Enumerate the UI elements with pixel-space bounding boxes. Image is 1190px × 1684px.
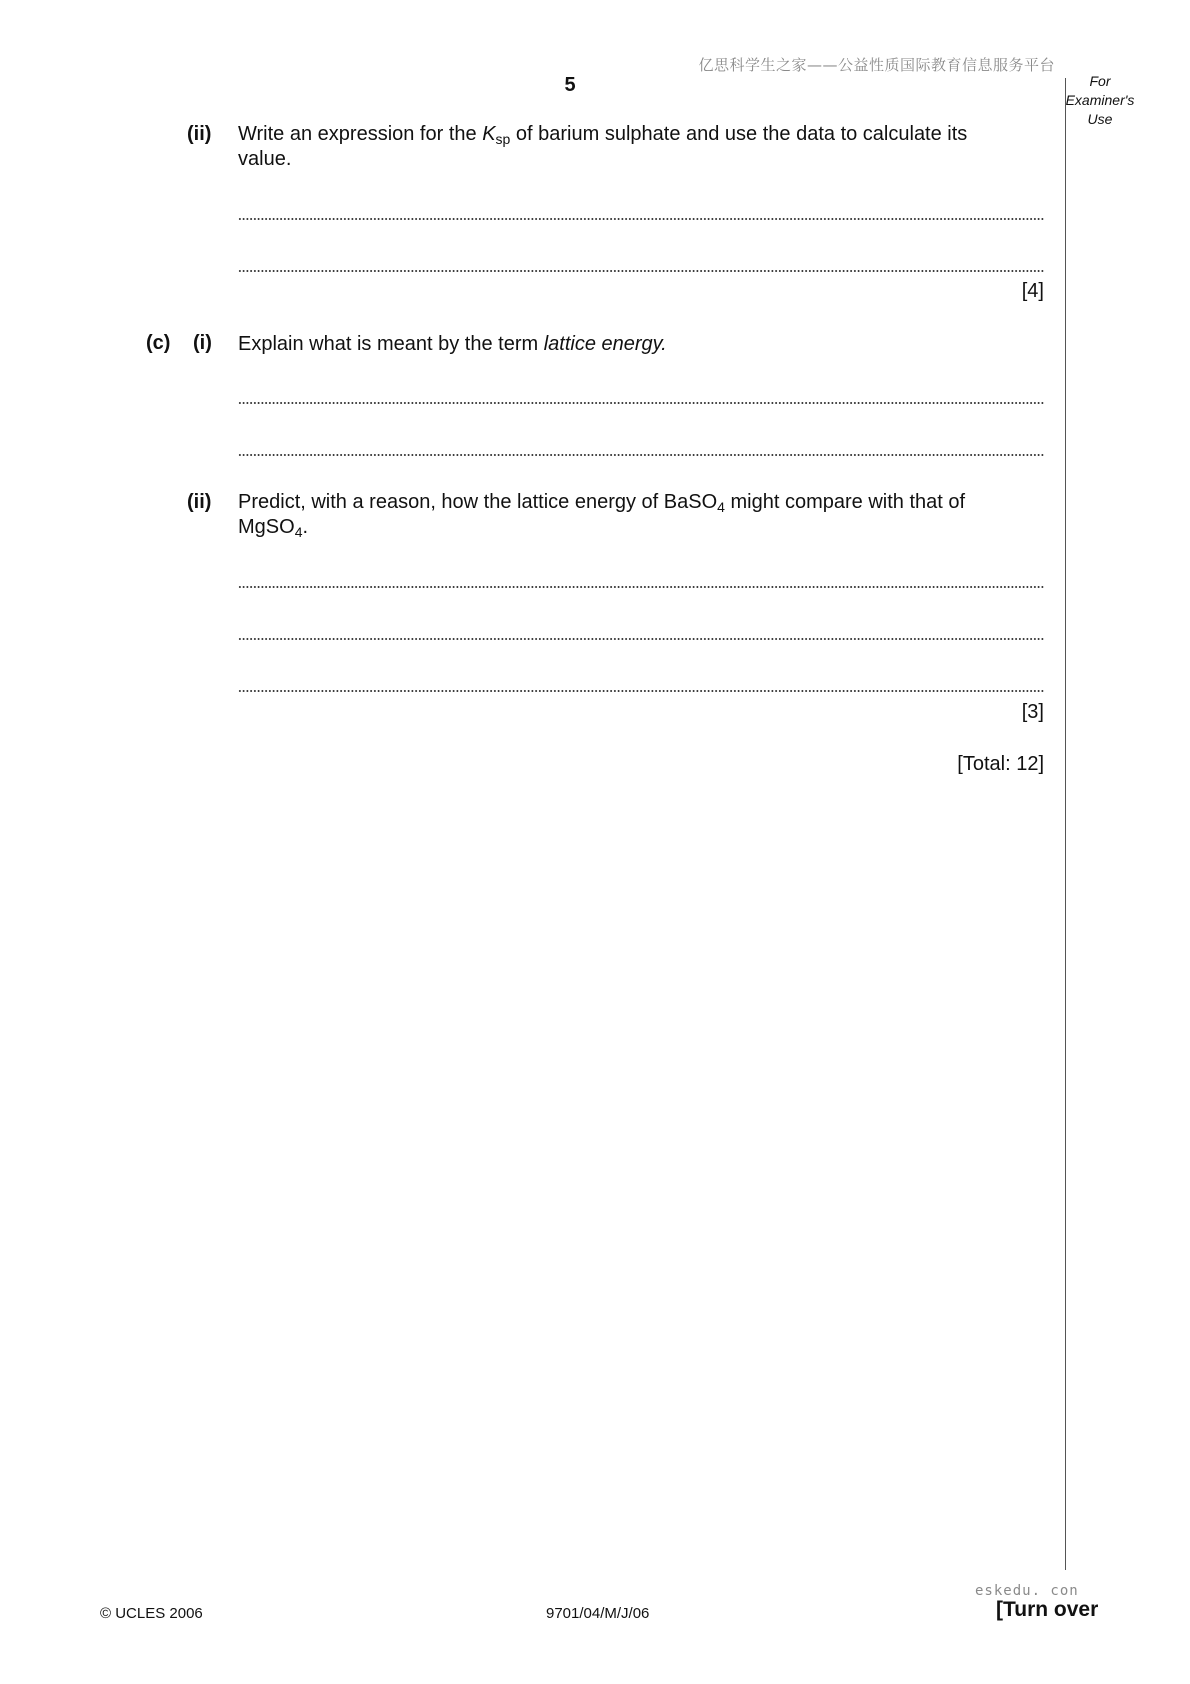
q-c-i-term: lattice energy. bbox=[543, 333, 667, 355]
k-symbol: K bbox=[482, 123, 496, 145]
question-b-ii-line-2: value. bbox=[238, 148, 292, 170]
question-b-ii-line-1 bbox=[238, 122, 1048, 147]
turn-over-label: [Turn over bbox=[996, 1598, 1099, 1621]
q-c-i-text-a: Explain what is meant by the term bbox=[238, 333, 544, 355]
question-c-label: (c) bbox=[146, 332, 171, 354]
q-c-ii-text-a: Predict, with a reason, how the lattice energy of BaSO bbox=[238, 491, 718, 513]
answer-line[interactable] bbox=[238, 637, 1044, 641]
q-b-ii-text-b: of barium sulphate and use the data to calculate its bbox=[510, 123, 968, 145]
header-watermark: 亿思科学生之家——公益性质国际教育信息服务平台 bbox=[698, 56, 1055, 74]
answer-line[interactable] bbox=[238, 401, 1044, 405]
q-c-ii-text-b: might compare with that of bbox=[724, 491, 966, 513]
q-c-ii-text-c: MgSO bbox=[238, 516, 295, 538]
footer-watermark: eskedu. con bbox=[975, 1583, 1079, 1599]
q-c-ii-text-d: . bbox=[302, 516, 309, 538]
answer-line[interactable] bbox=[238, 689, 1044, 693]
answer-line[interactable] bbox=[238, 585, 1044, 589]
question-c-ii-label: (ii) bbox=[187, 491, 212, 513]
question-b-ii-label: (ii) bbox=[187, 123, 212, 145]
k-subscript: sp bbox=[495, 131, 511, 147]
footer-copyright: © UCLES 2006 bbox=[100, 1605, 203, 1622]
marks-b-ii: [4] bbox=[1021, 280, 1044, 302]
answer-line[interactable] bbox=[238, 269, 1044, 273]
answer-line[interactable] bbox=[238, 217, 1044, 221]
page-number: 5 bbox=[564, 74, 576, 96]
examiner-line-3: Use bbox=[1087, 111, 1113, 127]
question-c-i-label: (i) bbox=[193, 332, 212, 354]
question-b-ii-text bbox=[238, 122, 1048, 172]
q-c-ii-sub-2: 4 bbox=[294, 524, 303, 540]
q-b-ii-text-a: Write an expression for the bbox=[238, 123, 483, 145]
examiner-margin-rule bbox=[1065, 78, 1066, 1570]
examiner-line-2: Examiner's bbox=[1065, 92, 1135, 108]
footer-paper-code: 9701/04/M/J/06 bbox=[546, 1605, 650, 1622]
examiner-use-label bbox=[1060, 72, 1140, 129]
answer-line[interactable] bbox=[238, 453, 1044, 457]
marks-c-ii: [3] bbox=[1021, 701, 1044, 723]
total-marks: [Total: 12] bbox=[957, 753, 1044, 775]
examiner-line-1: For bbox=[1089, 73, 1111, 89]
question-c-ii-text bbox=[238, 490, 1048, 540]
question-c-ii-line-1 bbox=[238, 490, 1048, 515]
question-c-ii-line-2 bbox=[238, 515, 1048, 540]
question-c-i-text bbox=[238, 332, 1048, 357]
q-c-ii-sub-1: 4 bbox=[717, 499, 725, 515]
